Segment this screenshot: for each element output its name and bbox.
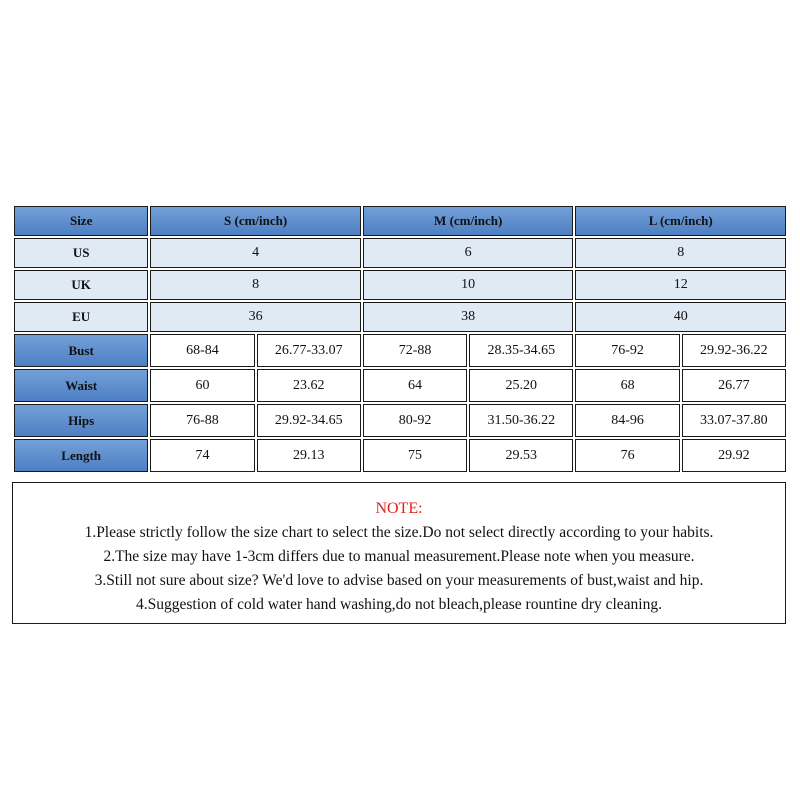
cell: 25.20 — [469, 369, 573, 402]
row-label: Length — [14, 439, 148, 472]
header-s: S (cm/inch) — [150, 206, 361, 236]
cell: 29.92 — [682, 439, 786, 472]
cell: 29.92-36.22 — [682, 334, 786, 367]
note-line: 2.The size may have 1-3cm differs due to manual measurement.Please note when you measure. — [103, 548, 695, 565]
cell: 6 — [363, 238, 574, 268]
row-label: UK — [14, 270, 148, 300]
row-label: EU — [14, 302, 148, 332]
cell: 68 — [575, 369, 679, 402]
row-label: Bust — [14, 334, 148, 367]
cell: 80-92 — [363, 404, 467, 437]
cell: 33.07-37.80 — [682, 404, 786, 437]
note-line: 3.Still not sure about size? We'd love to advise based on your measurements of bust,waist and hip. — [94, 572, 704, 589]
cell: 26.77 — [682, 369, 786, 402]
cell: 8 — [150, 270, 361, 300]
cell: 76-92 — [575, 334, 679, 367]
cell: 76-88 — [150, 404, 254, 437]
cell: 8 — [575, 238, 786, 268]
cell: 38 — [363, 302, 574, 332]
note-line: 1.Please strictly follow the size chart to select the size.Do not select directly according to your habits. — [84, 524, 714, 541]
row-us — [14, 238, 786, 268]
note-line: 4.Suggestion of cold water hand washing,do not bleach,please rountine dry cleaning. — [135, 596, 662, 613]
cell: 4 — [150, 238, 361, 268]
cell: 29.13 — [257, 439, 361, 472]
cell: 68-84 — [150, 334, 254, 367]
row-bust — [14, 334, 786, 367]
cell: 84-96 — [575, 404, 679, 437]
note-title: NOTE: — [375, 500, 423, 517]
row-uk — [14, 270, 786, 300]
header-size: Size — [14, 206, 148, 236]
row-eu — [14, 302, 786, 332]
row-label: US — [14, 238, 148, 268]
row-label: Waist — [14, 369, 148, 402]
cell: 23.62 — [257, 369, 361, 402]
cell: 36 — [150, 302, 361, 332]
cell: 60 — [150, 369, 254, 402]
cell: 29.53 — [469, 439, 573, 472]
notes-box — [12, 482, 786, 624]
size-table — [12, 204, 788, 474]
header-m: M (cm/inch) — [363, 206, 574, 236]
cell: 12 — [575, 270, 786, 300]
cell: 75 — [363, 439, 467, 472]
cell: 72-88 — [363, 334, 467, 367]
cell: 64 — [363, 369, 467, 402]
cell: 28.35-34.65 — [469, 334, 573, 367]
row-hips — [14, 404, 786, 437]
cell: 40 — [575, 302, 786, 332]
row-label: Hips — [14, 404, 148, 437]
cell: 76 — [575, 439, 679, 472]
size-chart — [12, 204, 788, 474]
cell: 26.77-33.07 — [257, 334, 361, 367]
row-waist — [14, 369, 786, 402]
cell: 74 — [150, 439, 254, 472]
header-row — [14, 206, 786, 236]
row-length — [14, 439, 786, 472]
header-l: L (cm/inch) — [575, 206, 786, 236]
cell: 31.50-36.22 — [469, 404, 573, 437]
cell: 10 — [363, 270, 574, 300]
cell: 29.92-34.65 — [257, 404, 361, 437]
